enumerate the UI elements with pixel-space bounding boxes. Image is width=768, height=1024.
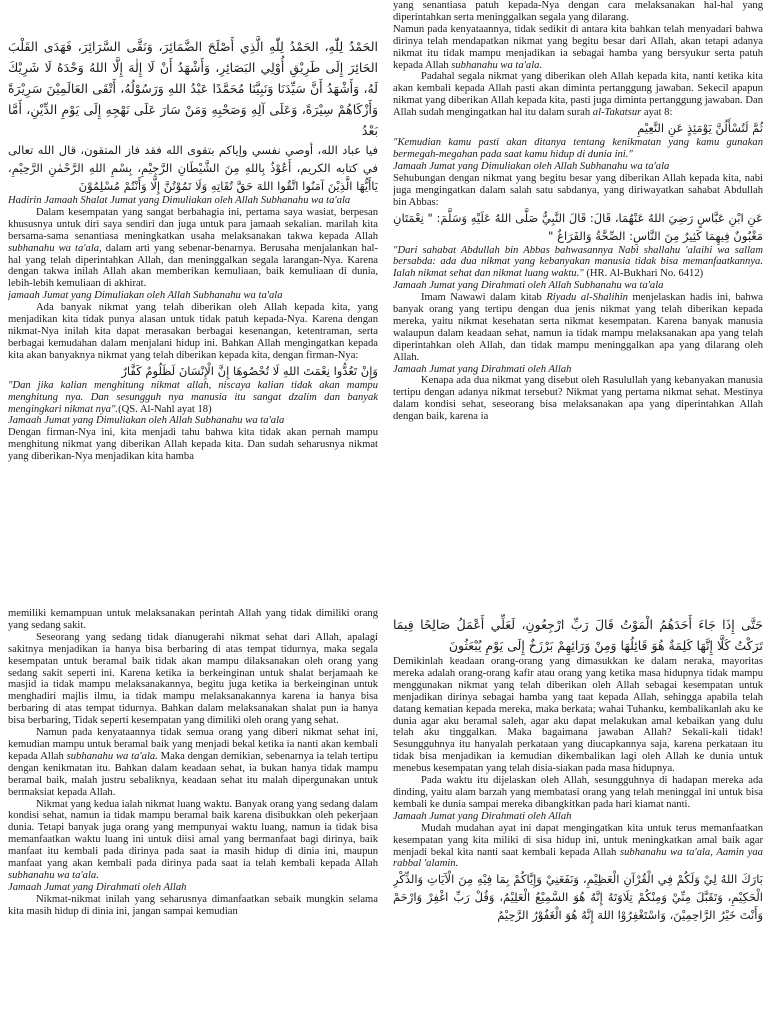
paragraph: Ada banyak nikmat yang telah diberikan oleh Allah kepada kita, yang menjadikan kita tidak punya alasan untuk tidak patuh kepada-Nya. Karena dengan nikmat-Nya inilah kita dapat merasakan berbagai kesenangan, ketentraman, serta berbagai kemudahan dalam menjalani hidup ini. Bahkan Allah mengingatkan kepada kita akan banyaknya nikmat yang telah diberikan kepada kita, dengan firman-Nya: [8, 302, 378, 361]
section-heading: jamaah Jumat yang Dimuliakan oleh Allah Subhanahu wa ta'ala [8, 290, 283, 302]
closing-prayer-arabic: بَارَكَ اللهُ لِيْ وَلَكُمْ فِي الْقُرْآنِ الْعَظِيْمِ، وَنَفَعَنِيْ وَإِيَّاكُمْ بِمَا فِيْهِ مِنَ الْآيَاتِ وَالذِّكْرِ الْحَكِيْمِ، وَتَقَبَّلَ مِنِّيْ وَمِنْكُمْ تِلَاوَتَهُ إِنَّهُ هُوَ السَّمِيْعُ الْعَلِيْمُ، وَقُلْ رَبِّ اغْفِرْ وَارْحَمْ وَأَنْتَ خَيْرُ الرَّاحِمِيْنَ، وَاسْتَغْفِرُوْا اللهَ إِنَّهُ هُوَ الْغَفُوْرُ الرَّحِيْمُ [393, 872, 763, 923]
column-bottom-left [8, 608, 378, 1024]
paragraph: Dengan firman-Nya ini, kita menjadi tahu bahwa kita tidak akan pernah mampu menghitung nikmat yang diberikan Allah kepada kita. Dan sudah seharusnya nikmat yang diberikan-Nya menjadikan kita hamba [8, 427, 378, 463]
section-heading: Jamaah Jumat yang Dimuliakan oleh Allah Subhanahu wa ta'ala [393, 160, 670, 172]
paragraph: memiliki kemampuan untuk melaksanakan perintah Allah yang tidak dimiliki orang yang sedang sakit. [8, 608, 378, 631]
paragraph: Nikmat yang kedua ialah nikmat luang waktu. Banyak orang yang sedang dalam kondisi sehat, namun ia tidak mampu beramal baik karena disibukkan oleh pekerjaan dunia. Tetapi banyak juga orang yang mempunyai waktu luang, namun ia tidak bisa memanfaatkan waktu luang ini untuk diisi amal yang bermanfaat bagi dirinya, baik manfaat itu kembali pada dirinya pada saat ia masih hidup di dinia ini, maupun manfaat yang akan kembali pada dirinya pada saat ia telah kembali kepada Allah subhanahu wa ta'ala. [8, 798, 378, 881]
paragraph: Dalam kesempatan yang sangat berbahagia ini, pertama saya wasiat, berpesan khususnya untuk diri saya sendiri dan juga untuk para jamaah sekalian. marilah kita bersama-sama senantiasa meningkatkan usaha melaksanakan takwa kepada Allah subhanahu wa ta'ala, dalam arti yang sebenar-benarnya. Berusaha menjalankan hal-hal yang telah diperintahkan Allah, dan meninggalkan segala larangan-Nya. Karena dengan takwa inilah Allah akan memberikan kemuliaan, baik kemuliaan di dunia, lebih-lebih kemuliaan di akhirat. [8, 206, 378, 290]
paragraph: Kenapa ada dua nikmat yang disebut oleh Rasulullah yang kebanyakan manusia tertipu dengan adanya nikmat tersebut? Nikmat yang pertama nikmat sehat. Mestinya dalam kondisi sehat, seseorang bisa melaksanakan apa yang diperintahkan Allah dengan baik, karena ia [393, 375, 763, 423]
paragraph: Seseorang yang sedang tidak dianugerahi nikmat sehat dari Allah, apalagi sakitnya menjadikan ia hanya bisa berbaring di atas tempat tidurnya, maka segala kesempatan untuk beramal baik tidak akan mampu dilaksanakan oleh orang yang sedang sakit seperti ini. Karena ketika ia berkeinginan untuk shalat berjamaah ke masjid ia tidak mampu melaksanakannya, begitu juga ketika ia berkeinginan untuk menghadiri majlis ilmu, ia tidak mampu melaksanakannya karena ia hanya bisa berbaring di atas tempat tidurnya. Bahkan dalam melaksanakan shalat pun ia hanya bisa berbaring, Tidak seperti kesempatan yang dimiliki oleh orang yang sehat. [8, 631, 378, 727]
section-heading: Jamaah Jumat yang Dirahmati oleh Allah [8, 881, 187, 893]
section-heading: Jamaah Jumat yang Dirahmati oleh Allah [393, 810, 572, 822]
paragraph: Namun pada kenyataannya, tidak sedikit di antara kita bahkan telah menyadari bahwa dirinya telah mendapatkan nikmat yang begitu besar dari Allah, akan tetapi adanya nikmat itu tidak mampu menjadikan ia sebagai hamba yang bersyukur serta patuh kepada Allah subhanahu wa ta'ala. [393, 23, 763, 71]
section-heading: Jamaah Jumat yang Dimuliakan oleh Allah Subhanahu wa ta'ala [8, 415, 285, 427]
paragraph: Sehubungan dengan nikmat yang begitu besar yang diberikan Allah kepada kita, nabi juga mengingatkan dalam salah satu sabdanya, yang diriwayatkan sahabat Abdullah bin Abbas: [393, 172, 763, 208]
verse-arabic: حَتَّى إِذَا جَاءَ أَحَدَهُمُ الْمَوْتُ قَالَ رَبِّ ارْجِعُونِ، لَعَلِّي أَعْمَلُ صَالِحًا فِيمَا تَرَكْتُ كَلَّا إِنَّهَا كَلِمَةٌ هُوَ قَائِلُهَا وَمِنْ وَرَائِهِمْ بَرْزَخٌ إِلَى يَوْمِ يُبْعَثُونَ [393, 617, 763, 653]
section-heading: Jamaah Jumat yang Dirahmati oleh Allah Subhanahu wa ta'ala [393, 280, 664, 292]
paragraph: yang senantiasa patuh kepada-Nya dengan cara melaksanakan hal-hal yang diperintahkan serta meninggalkan segala yang dilarang. [393, 0, 763, 23]
section-heading: Hadirin Jamaah Shalat Jumat yang Dimuliakan oleh Allah Subhanahu wa ta'ala [8, 195, 351, 206]
column-bottom-right [393, 614, 763, 1024]
paragraph: Nikmat-nikmat inilah yang seharusnya dimanfaatkan sebaik mungkin selama kita masih hidup di dinia ini, jangan sampai kemudian [8, 893, 378, 917]
opening-praise-arabic: الحَمْدُ لِلّٰهِ، الحَمْدُ لِلّٰهِ الَّذِي أَصْلَحَ الضَّمَائِرَ، وَنَقَّى السَّرَائِرَ، فَهَدَى القَلْبَ الحَائِرَ إِلَى طَرِيْقِ أُوْلِي البَصَائِرِ، وَأَشْهَدُ أَنْ لَا إِلٰهَ إِلَّا اللهُ وَحْدَهُ لَا شَرِيْكَ لَهُ، وَأَشْهَدُ أَنَّ سَيِّدَنَا وَنَبِيَّنَا مُحَمَّدًا عَبْدُ اللهِ وَرَسُوْلُهُ، أَتْقَى العَالَمِيْنَ سَرِيْرَةً وَأَزْكَاهُمْ سِيْرَةً، وَعَلَى آلِهِ وَصَحْبِهِ وَمَنْ سَارَ عَلَى نَهْجِهِ إِلَى يَوْمِ الدِّيْنِ، أَمَّا بَعْدُ [8, 39, 378, 138]
paragraph: Padahal segala nikmat yang diberikan oleh Allah kepada kita, nanti ketika kita akan kembali kepada Allah pasti akan diminta pertanggung jawaban. Sekecil apapun nikmat yang diberikan Allah kepada kita, pasti juga diminta pertanggung jawaban. Dan Allah sudah mengingatkan hal itu dalam surah al-Takatsur ayat 8: [393, 71, 763, 119]
column-top-left [8, 36, 378, 576]
section-heading: Jamaah Jumat yang Dirahmati oleh Allah [393, 363, 572, 375]
verse-arabic: ثُمَّ لَتُسْأَلُنَّ يَوْمَئِذٍ عَنِ النَّعِيْمِ [637, 121, 763, 136]
verse-translation: "Dan jika kalian menghitung nikmat allah, niscaya kalian tidak akan mampu menghitung nya. Dan sesungguh nya manusia itu sangat dzalim dan banyak mengingkari nikmat nya".(QS. Al-Nahl ayat 18) [8, 379, 378, 415]
verse-translation: "Kemudian kamu pasti akan ditanya tentang kenikmatan yang kamu gunakan bermegah-megahan pada saat kamu hidup di dunia ini." [393, 137, 763, 160]
hadith-arabic: عَنِ ابْنِ عَبَّاسٍ رَضِيَ اللهُ عَنْهُمَا، قَالَ: قَالَ النَّبِيُّ صَلَّى اللهُ عَلَيْهِ وَسَلَّمَ: " نِعْمَتَانِ مَغْبُونٌ فِيهِمَا كَثِيرٌ مِنَ النَّاسِ: الصِّحَّةُ وَالفَرَاغُ " [393, 210, 763, 243]
paragraph: Imam Nawawi dalam kitab Riyadu al-Shalihin menjelaskan hadis ini, bahwa banyak orang yang tertipu dengan dua jenis nikmat yang telah diberikan kepada mereka, yaitu nikmat kesehatan serta nikmat kesempatan. Karena banyak manusia walaupun dalam keadaan sehat, namun ia tidak mampu melaksanakan apa yang telah diperintahkan oleh Allah, dan tidak mampu meninggalkan apa yang dilarang oleh Allah. [393, 292, 763, 363]
hadith-translation: "Dari sahabat Abdullah bin Abbas bahwasannya Nabi shallahu 'alaihi wa sallam bersabda: ada dua nikmat yang kebanyakan manusia tidak bisa memanfaatkannya. Ialah nikmat sehat dan nikmat luang waktu." (HR. Al-Bukhari No. 6412) [393, 244, 763, 280]
verse-arabic: وَإِنْ تَعُدُّوا نِعْمَتَ اللهِ لَا تُحْصُوهَا إِنَّ الْإِنْسَانَ لَظَلُومٌ كَفَّارٌ [121, 363, 378, 378]
column-top-right [393, 0, 763, 576]
paragraph: Namun pada kenyataannya tidak semua orang yang diberi nikmat sehat ini, kemudian mampu untuk beramal baik yang menjadi bekal ketika ia nanti akan kembali kepada Allah subhanahu wa ta'ala. Maka dengan demikian, sebenarnya ia telah tertipu dengan kenikmatan itu. Bahkan dalam keadaan sehat, ia bukan hanya tidak mampu beramal baik, malah justru sebaliknya, keadaan sehat itu malah dipergunakan untuk bermaksiat kepada Allah. [8, 727, 378, 798]
paragraph: Demikinlah keadaan orang-orang yang dimasukkan ke dalam neraka, mayoritas mereka adalah orang-orang kafir atau orang yang ketika masa hidupnya tidak mampu menggunakan nikmat yang telah diberikan oleh Allah sebagai kesempatan untuk menjadikan dirinya sebagai hamba yang taat kepada Allah, sehingga apabila telah datang kematian kepada mereka, maka berkata; wahai Tuhanku, kembalikanlah aku ke dunia agar aku beramal saleh, agar aku dapat melakukan amal kebaikan yang dulu telah aku tinggalkan. Maka bagaimana jawaban Allah? Sekali-kali tidak! Sesungguhnya itu hanyalah perkataan yang diucapkannya saja, karena perkataan itu tidak bisa menjadikan ia kemudian dikembalikan lagi oleh Allah ke dunia untuk menebus kesempatan yang telah disia-siakan pada masa hidupnya. [393, 656, 763, 775]
paragraph: Pada waktu itu dijelaskan oleh Allah, sesungguhnya di hadapan mereka ada dinding, yaitu alam barzah yang membatasi orang yang telah meninggal ini untuk bisa kembali ke dunia sampai mereka dibangkitkan pada hari kiamat nanti. [393, 775, 763, 810]
wasiat-arabic: فيا عباد الله، أوصي نفسي وإياكم بتقوى الله فقد فاز المتقون، قال الله تعالى في كتابه الكريم، أَعُوْذُ بِاللهِ مِنَ الشَّيْطَانِ الرَّجِيْمِ، بِسْمِ اللهِ الرَّحْمٰنِ الرَّحِيْمِ، يَاأَيُّهَا الَّذِيْنَ آمَنُوا اتَّقُوا اللهَ حَقَّ تُقَاتِهِ وَلَا تَمُوْتُنَّ إِلَّا وَأَنْتُمْ مُسْلِمُوْنَ [8, 143, 378, 193]
paragraph: Mudah mudahan ayat ini dapat mengingatkan kita untuk terus memanfaatkan kesempatan yang kita miliki di sisa hidup ini, untuk meningkatkan amal baik agar menjadi bekal kita nanti saat kembali kepada Allah subhanahu wa ta'ala, Aamin yaa rabbal 'alamin. [393, 822, 763, 870]
